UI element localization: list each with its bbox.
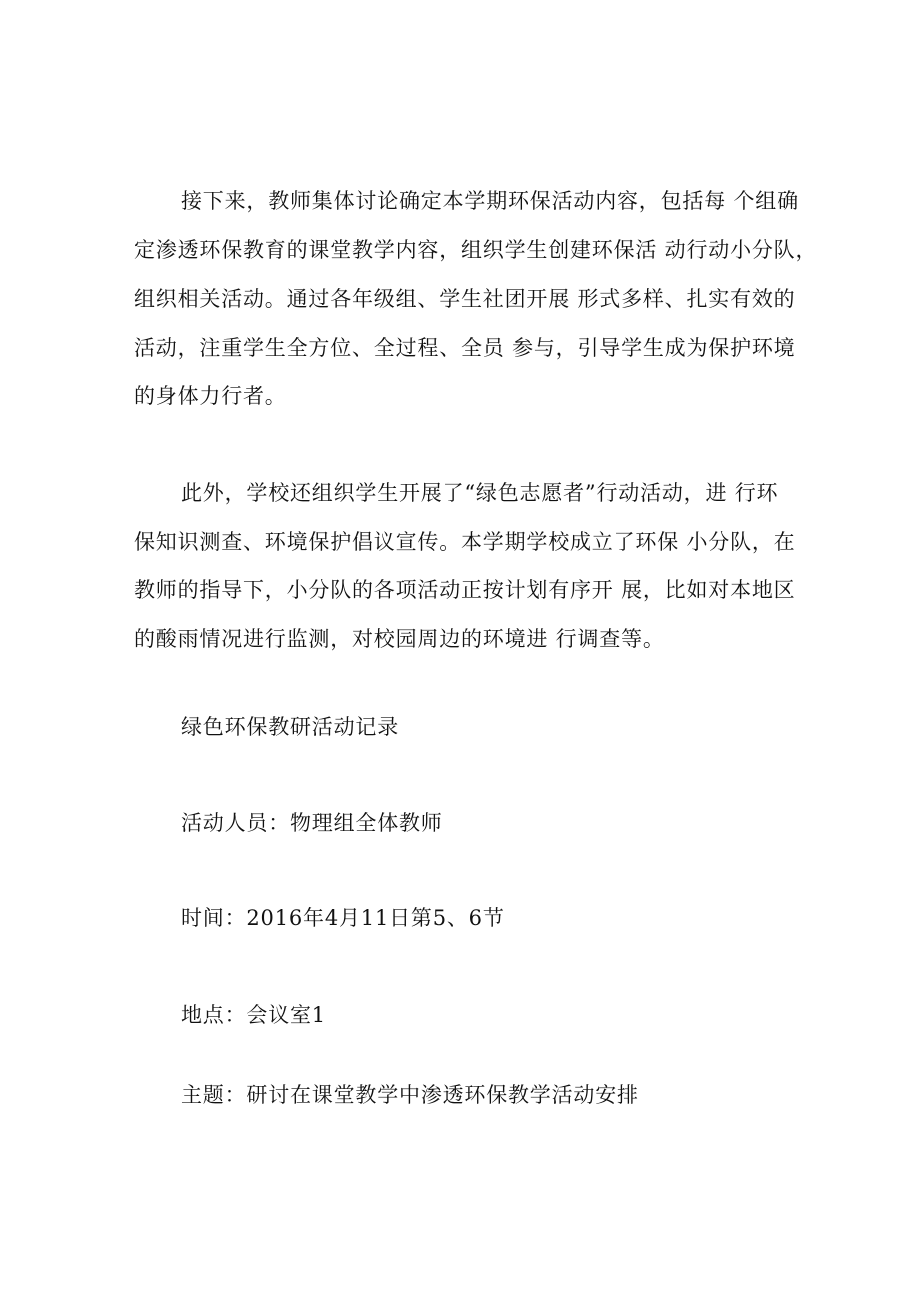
paragraph-1-line-3: 组织相关活动。通过各年级组、学生社团开展 形式多样、扎实有效的 xyxy=(134,287,796,311)
record-location: 地点：会议室1 xyxy=(181,1003,326,1027)
record-topic: 主题：研讨在课堂教学中渗透环保教学活动安排 xyxy=(181,1083,639,1107)
paragraph-1-line-1: 接下来，教师集体讨论确定本学期环保活动内容，包括每 个组确 xyxy=(181,189,799,213)
paragraph-2-line-3: 教师的指导下，小分队的各项活动正按计划有序开 展，比如对本地区 xyxy=(134,578,796,602)
paragraph-1-line-5: 的身体力行者。 xyxy=(134,384,287,408)
record-participants: 活动人员：物理组全体教师 xyxy=(181,811,443,835)
record-time: 时间：2016年4月11日第5、6节 xyxy=(181,906,505,930)
paragraph-1-line-2: 定渗透环保教育的课堂教学内容，组织学生创建环保活 动行动小分队， xyxy=(134,238,818,262)
paragraph-2-line-2: 保知识测查、环境保护倡议宣传。本学期学校成立了环保 小分队，在 xyxy=(134,530,796,554)
paragraph-2-line-4: 的酸雨情况进行监测，对校园周边的环境进 行调查等。 xyxy=(134,627,665,651)
paragraph-1-line-4: 活动，注重学生全方位、全过程、全员 参与，引导学生成为保护环境 xyxy=(134,336,796,360)
record-title: 绿色环保教研活动记录 xyxy=(181,715,399,739)
paragraph-2-line-1: 此外，学校还组织学生开展了“绿色志愿者”行动活动，进 行环 xyxy=(181,481,779,505)
